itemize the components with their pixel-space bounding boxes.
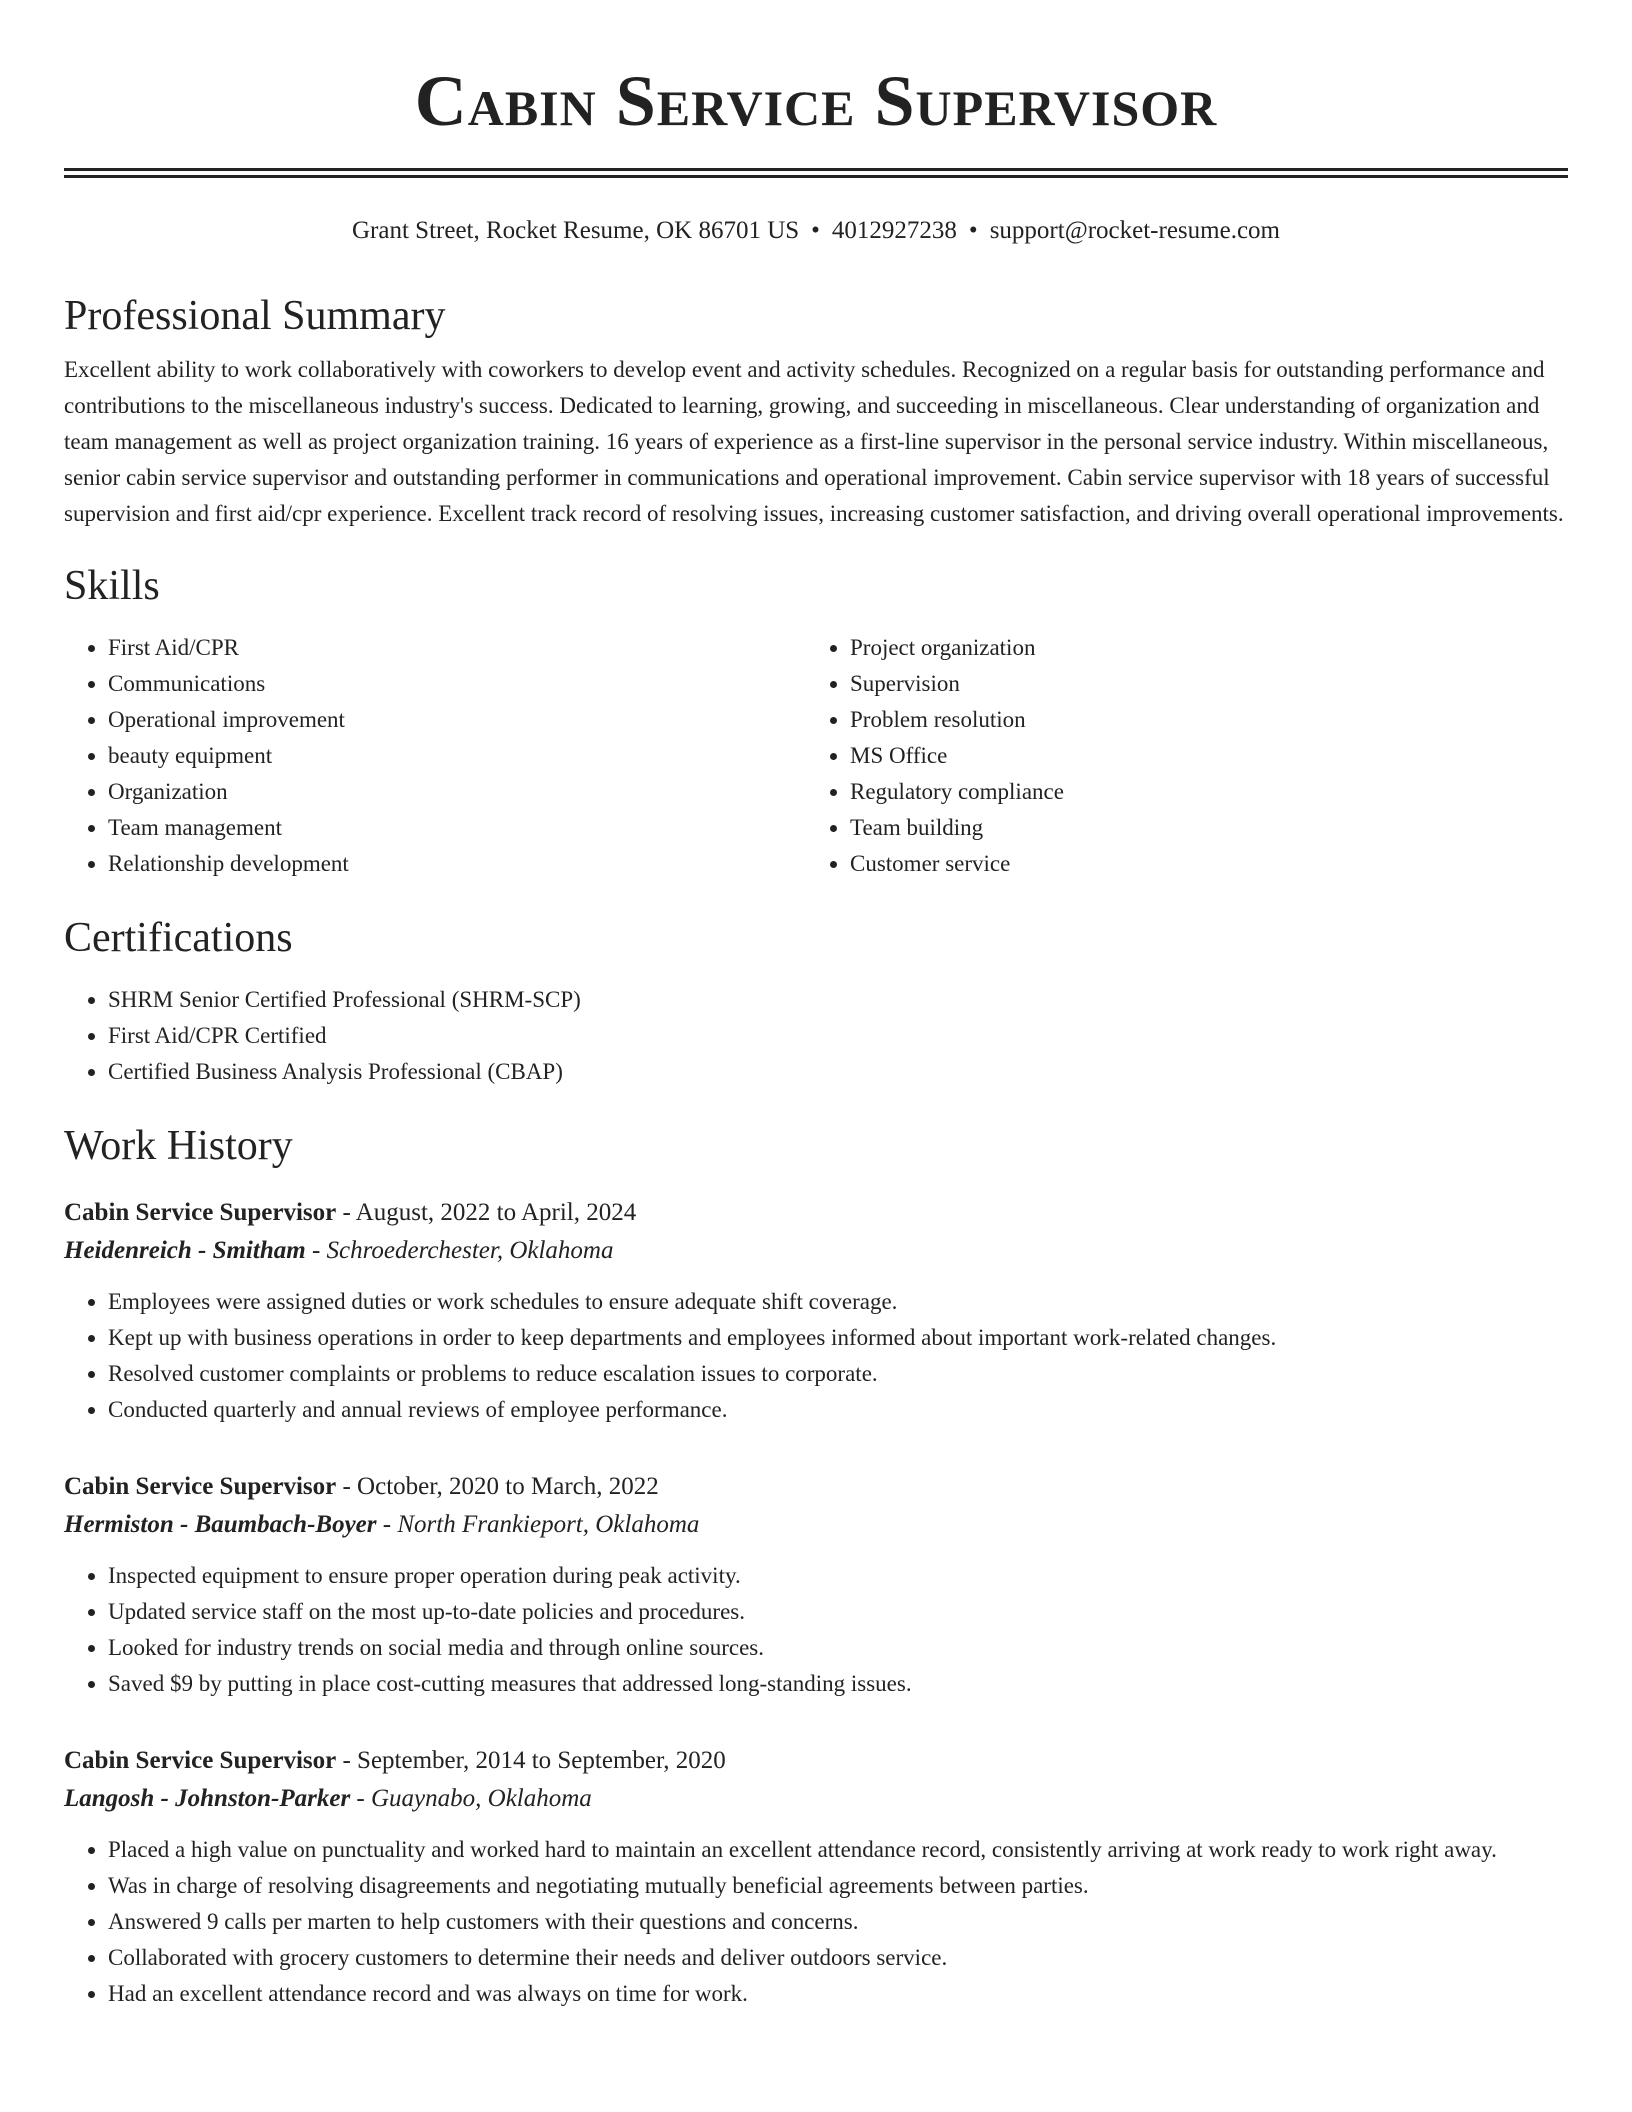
- certifications-list: [64, 982, 1568, 1090]
- job-bullet: • Saved $9 by putting in place cost-cutting measures that addressed long-standing issues.: [108, 1666, 1568, 1702]
- certification-item: • First Aid/CPR Certified: [108, 1018, 1568, 1054]
- job-location: - Schroederchester, Oklahoma: [305, 1237, 614, 1264]
- job-bullet: • Placed a high value on punctuality and worked hard to maintain an excellent attendance record, consistently arriving at work ready to work right away.: [108, 1832, 1568, 1868]
- job-role: Cabin Service Supervisor: [64, 1747, 337, 1774]
- contact-email: support@rocket-resume.com: [989, 217, 1280, 244]
- job-bullet-list: [64, 1832, 1568, 2012]
- job-bullet-list: [64, 1284, 1568, 1428]
- job-role: Cabin Service Supervisor: [64, 1199, 337, 1226]
- job-bullet: • Inspected equipment to ensure proper operation during peak activity.: [108, 1558, 1568, 1594]
- work-history-heading: Work History: [64, 1123, 293, 1169]
- summary-heading: Professional Summary: [64, 293, 446, 339]
- certification-item: • Certified Business Analysis Professional (CBAP): [108, 1054, 1568, 1090]
- job-bullet: • Resolved customer complaints or problems to reduce escalation issues to corporate.: [108, 1356, 1568, 1392]
- job-bullet: • Kept up with business operations in order to keep departments and employees informed about important work-related changes.: [108, 1320, 1568, 1356]
- skills-list-left: [64, 630, 806, 882]
- job-company: Langosh - Johnston-Parker: [64, 1785, 351, 1812]
- job-dates: - September, 2014 to September, 2020: [336, 1747, 726, 1774]
- job-bullet: • Had an excellent attendance record and was always on time for work.: [108, 1976, 1568, 2012]
- skills-column-right: [806, 630, 1548, 882]
- skill-item: • Organization: [108, 774, 806, 810]
- skill-item: • beauty equipment: [108, 738, 806, 774]
- contact-separator: •: [811, 217, 820, 244]
- job-bullet: • Employees were assigned duties or work schedules to ensure adequate shift coverage.: [108, 1284, 1568, 1320]
- job-bullet-list: [64, 1558, 1568, 1702]
- skills-grid: [64, 630, 1568, 882]
- job-bullet: • Conducted quarterly and annual reviews of employee performance.: [108, 1392, 1568, 1428]
- job-entry: [64, 1742, 1568, 2012]
- skill-item: • Problem resolution: [850, 702, 1548, 738]
- contact-address: Grant Street, Rocket Resume, OK 86701 US: [352, 217, 800, 244]
- skill-item: • Project organization: [850, 630, 1548, 666]
- job-location: - Guaynabo, Oklahoma: [350, 1785, 592, 1812]
- skill-item: • Team building: [850, 810, 1548, 846]
- job-entry: [64, 1468, 1568, 1702]
- skill-item: • MS Office: [850, 738, 1548, 774]
- summary-text: Excellent ability to work collaboratively with coworkers to develop event and activity schedules. Recognized on a regular basis for outstanding performance and contributions to the miscellaneous industry's success. Dedicated to learning, growing, and succeeding in miscellaneous. Clear understanding of organization and team management as well as project organization training. 16 years of experience as a first-line supervisor in the personal service industry. Within miscellaneous, senior cabin service supervisor and outstanding performer in communications and operational improvement. Cabin service supervisor with 18 years of successful supervision and first aid/cpr experience. Excellent track record of resolving issues, increasing customer satisfaction, and driving overall operational improvements.: [64, 357, 1564, 526]
- resume-page: [64, 0, 1568, 2012]
- job-title-line: [64, 1742, 1568, 1780]
- job-company: Heidenreich - Smitham: [64, 1237, 306, 1264]
- skills-list-right: [806, 630, 1548, 882]
- job-location: - North Frankieport, Oklahoma: [376, 1511, 700, 1538]
- certifications-heading: Certifications: [64, 915, 293, 961]
- contact-phone: 4012927238: [831, 217, 957, 244]
- skills-column-left: [64, 630, 806, 882]
- skill-item: • Customer service: [850, 846, 1548, 882]
- job-dates: - August, 2022 to April, 2024: [336, 1199, 637, 1226]
- job-company-line: [64, 1506, 1568, 1544]
- skill-item: • Communications: [108, 666, 806, 702]
- skill-item: • Regulatory compliance: [850, 774, 1548, 810]
- header-double-rule: [64, 168, 1568, 178]
- resume-name: Cabin Service Supervisor: [414, 61, 1218, 141]
- job-bullet: • Looked for industry trends on social media and through online sources.: [108, 1630, 1568, 1666]
- job-company-line: [64, 1232, 1568, 1270]
- certification-item: • SHRM Senior Certified Professional (SHRM-SCP): [108, 982, 1568, 1018]
- job-role: Cabin Service Supervisor: [64, 1473, 337, 1500]
- skill-item: • Team management: [108, 810, 806, 846]
- job-bullet: • Was in charge of resolving disagreements and negotiating mutually beneficial agreements between parties.: [108, 1868, 1568, 1904]
- job-company-line: [64, 1780, 1568, 1818]
- skill-item: • Supervision: [850, 666, 1548, 702]
- contact-separator: •: [968, 217, 978, 244]
- job-title-line: [64, 1468, 1568, 1506]
- job-company: Hermiston - Baumbach-Boyer: [64, 1511, 377, 1538]
- job-bullet: • Answered 9 calls per marten to help customers with their questions and concerns.: [108, 1904, 1568, 1940]
- job-dates: - October, 2020 to March, 2022: [336, 1473, 659, 1500]
- job-bullet: • Updated service staff on the most up-to-date policies and procedures.: [108, 1594, 1568, 1630]
- contact-line: [64, 214, 1568, 248]
- job-title-line: [64, 1194, 1568, 1232]
- skill-item: • First Aid/CPR: [108, 630, 806, 666]
- job-bullet: • Collaborated with grocery customers to determine their needs and deliver outdoors service.: [108, 1940, 1568, 1976]
- skills-heading: Skills: [64, 563, 160, 609]
- skill-item: • Relationship development: [108, 846, 806, 882]
- job-entry: [64, 1194, 1568, 1428]
- skill-item: • Operational improvement: [108, 702, 806, 738]
